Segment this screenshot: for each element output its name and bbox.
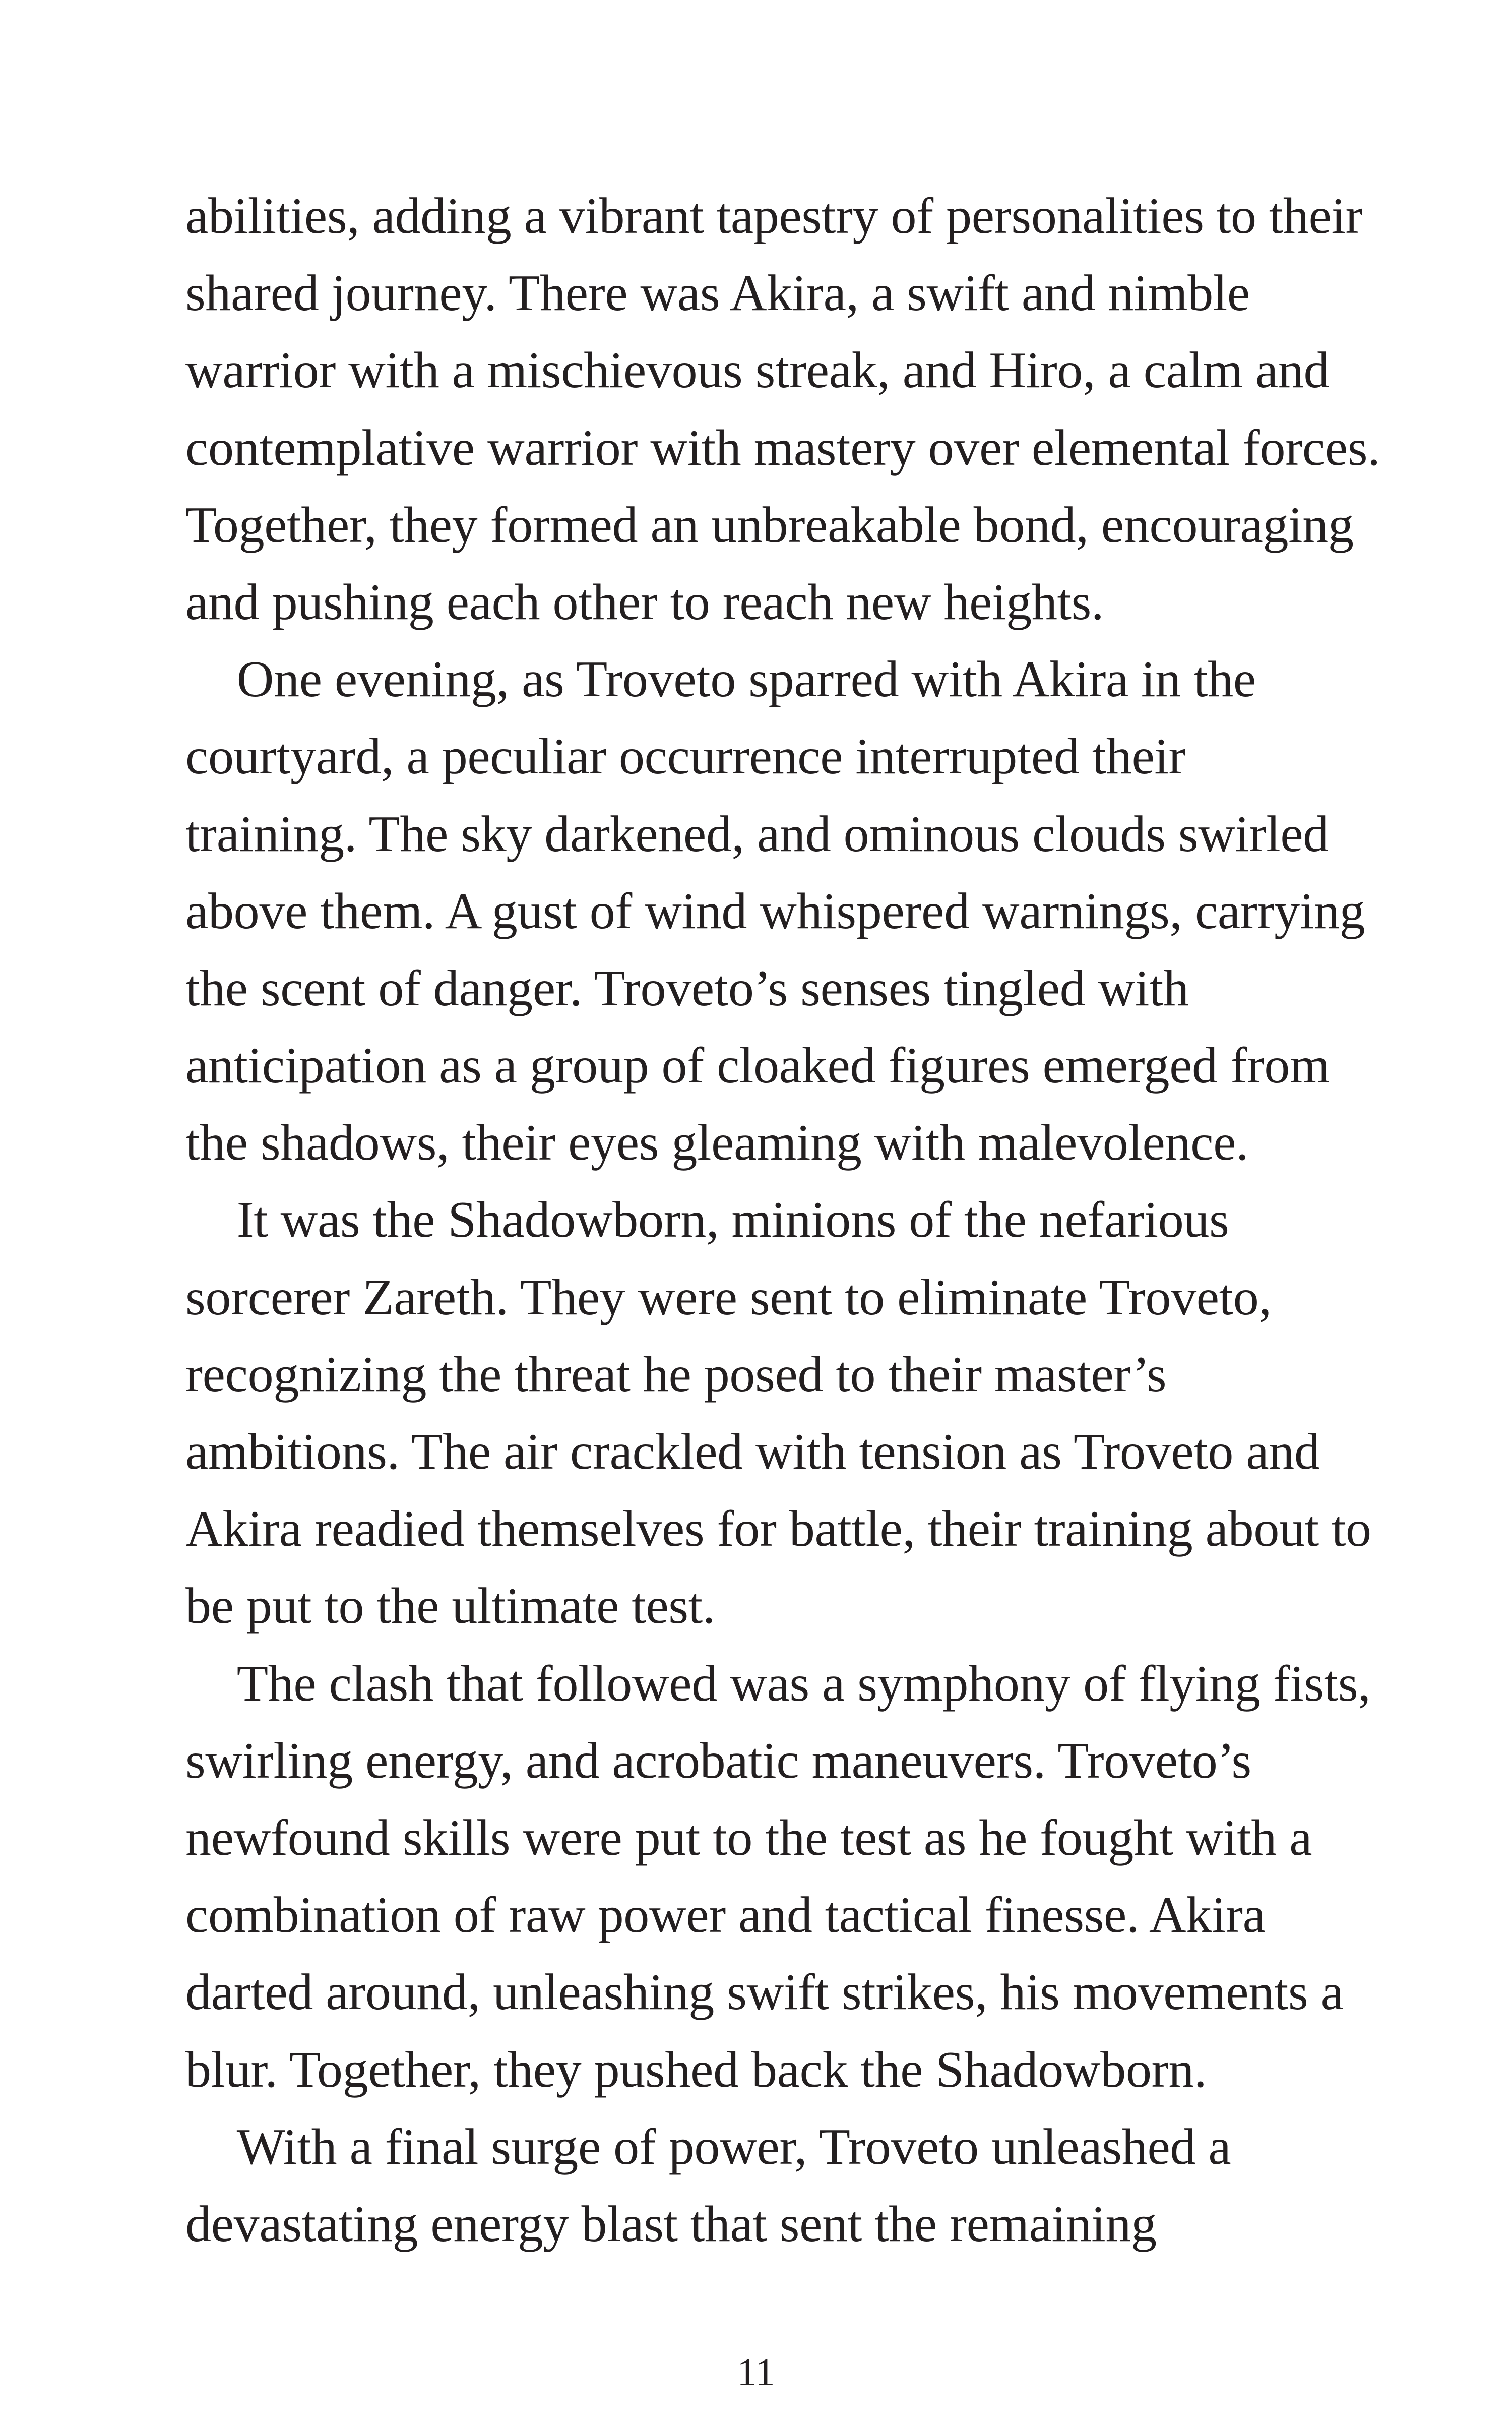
text-line: training. The sky darkened, and ominous clouds swirled	[185, 805, 1329, 863]
text-line: devastating energy blast that sent the remaining	[185, 2195, 1157, 2253]
text-line: blur. Together, they pushed back the Shadowborn.	[185, 2041, 1207, 2098]
text-line: One evening, as Troveto sparred with Akira in the	[185, 651, 1256, 708]
text-line: above them. A gust of wind whispered warnings, carrying	[185, 882, 1365, 940]
text-line: The clash that followed was a symphony of flying fists,	[185, 1655, 1371, 1712]
text-line: contemplative warrior with mastery over elemental forces.	[185, 419, 1380, 476]
text-line: sorcerer Zareth. They were sent to eliminate Troveto,	[185, 1268, 1272, 1326]
text-line: With a final surge of power, Troveto unleashed a	[185, 2118, 1231, 2175]
text-line: swirling energy, and acrobatic maneuvers. Troveto’s	[185, 1732, 1251, 1789]
text-line: anticipation as a group of cloaked figures emerged from	[185, 1037, 1330, 1095]
text-line: shared journey. There was Akira, a swift and nimble	[185, 265, 1250, 322]
body-text	[185, 177, 1380, 2263]
text-line: the scent of danger. Troveto’s senses tingled with	[185, 959, 1189, 1017]
text-line: ambitions. The air crackled with tension as Troveto and	[185, 1423, 1320, 1480]
text-line: darted around, unleashing swift strikes, his movements a	[185, 1964, 1344, 2021]
text-line: combination of raw power and tactical finesse. Akira	[185, 1887, 1266, 1944]
text-line: be put to the ultimate test.	[185, 1578, 716, 1635]
text-line: Together, they formed an unbreakable bond, encouraging	[185, 496, 1354, 554]
text-line: recognizing the threat he posed to their master’s	[185, 1346, 1167, 1403]
text-line: warrior with a mischievous streak, and Hiro, a calm and	[185, 342, 1330, 399]
page-number: 11	[737, 2350, 775, 2394]
text-line: and pushing each other to reach new heights.	[185, 573, 1104, 631]
text-line: Akira readied themselves for battle, their training about to	[185, 1500, 1371, 1558]
text-line: abilities, adding a vibrant tapestry of personalities to their	[185, 188, 1363, 245]
text-line: courtyard, a peculiar occurrence interrupted their	[185, 728, 1186, 785]
text-line: the shadows, their eyes gleaming with malevolence.	[185, 1114, 1249, 1172]
text-line: newfound skills were put to the test as he fought with a	[185, 1809, 1312, 1866]
text-line: It was the Shadowborn, minions of the nefarious	[185, 1191, 1229, 1249]
